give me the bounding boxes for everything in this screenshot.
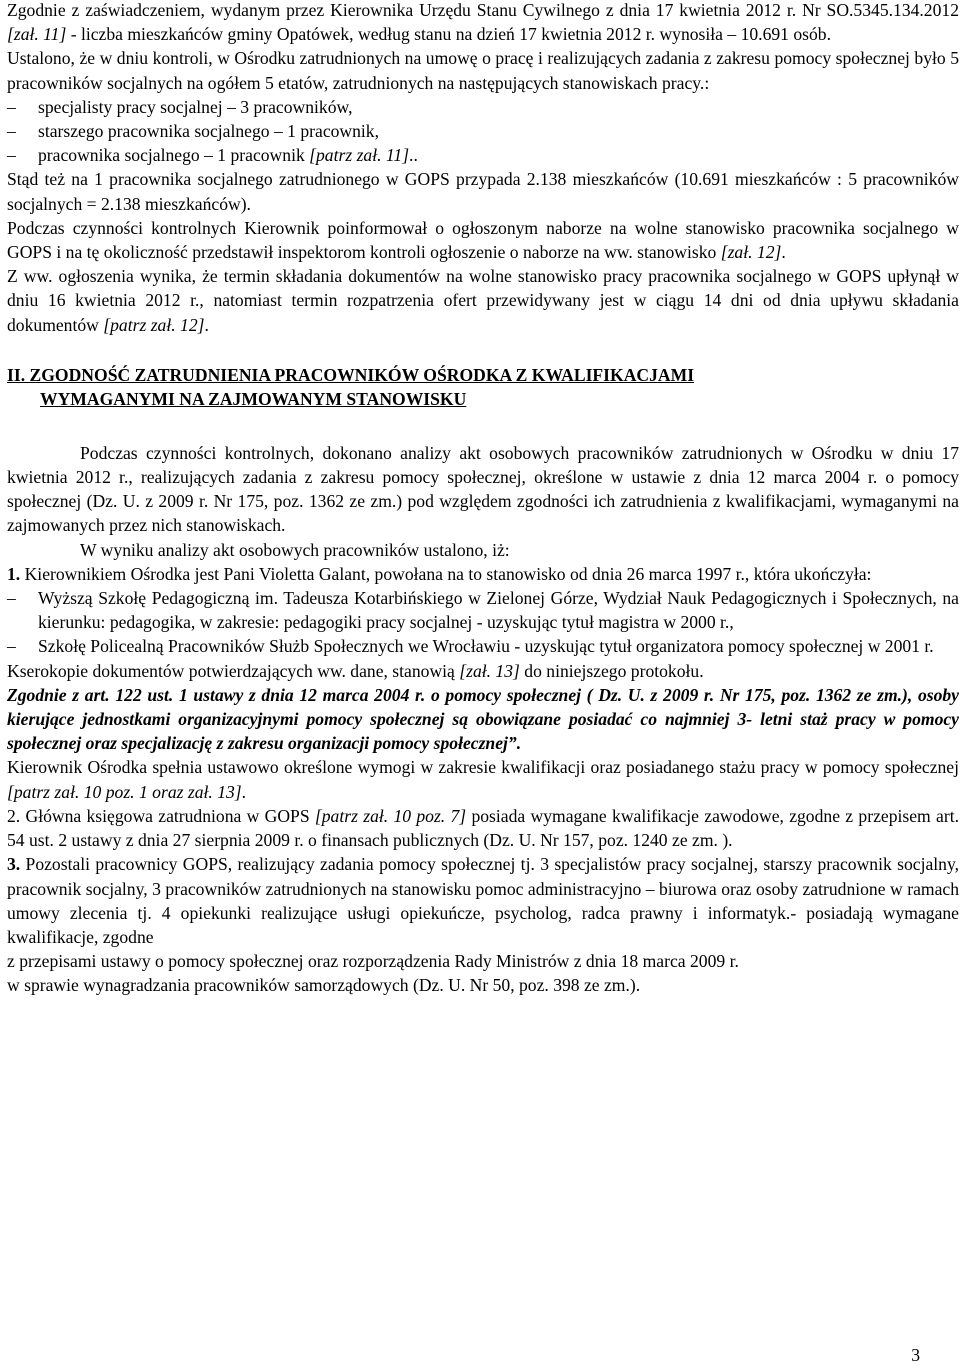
- item-3-line2: z przepisami ustawy o pomocy społecznej oraz rozporządzenia Rady Ministrów z dnia 18 marca 2009 r.: [7, 951, 739, 972]
- manager-paragraph: [7, 755, 959, 803]
- attachment-reference: [patrz zał. 10 poz. 1 oraz zał. 13]: [7, 781, 242, 802]
- page-number: 3: [911, 1344, 920, 1365]
- intro-text: Zgodnie z zaświadczeniem, wydanym przez Kierownika Urzędu Stanu Cywilnego z dnia 17 kwietnia 2012 r. Nr SO.5345.134.2012: [7, 0, 959, 20]
- copies-text-cont: do niniejszego protokołu.: [519, 660, 704, 681]
- section-heading-line1: II. ZGODNOŚĆ ZATRUDNIENIA PRACOWNIKÓW OŚRODKA Z KWALIFIKACJAMI: [7, 364, 695, 385]
- findings-paragraph: Ustalono, że w dniu kontroli, w Ośrodku zatrudnionych na umowę o pracę i realizujących zadania z zakresu pomocy społecznej było 5 pracowników socjalnych na ogółem 5 etatów, zatrudnionych na następujących stanowiskach pracy.:: [7, 48, 959, 93]
- attachment-reference: [patrz zał. 11]: [309, 145, 410, 166]
- recruitment-paragraph: [7, 216, 959, 264]
- spacer: [7, 411, 959, 441]
- list-item-text-cont: ..: [409, 145, 418, 166]
- item-text: Kierownikiem Ośrodka jest Pani Violetta Galant, powołana na to stanowisko od dnia 26 marca 1997 r., która ukończyła:: [20, 563, 872, 584]
- item-number: 1.: [7, 563, 21, 584]
- item-2-paragraph: [7, 804, 959, 852]
- education-list: [7, 586, 959, 659]
- item-text-cont: posiada wymagane kwalifikacje zawodowe, zgodne z przepisem art. 54 ust. 2 ustawy z dnia 27 sierpnia 2009 r. o finansach publicznych (Dz. U. Nr 157, poz. 1240 ze zm. ).: [7, 805, 959, 851]
- item-1-paragraph: [7, 562, 959, 586]
- positions-list: [7, 95, 959, 168]
- intro-text-cont: - liczba mieszkańców gminy Opatówek, według stanu na dzień 17 kwietnia 2012 r. wynosiła – 10.691 osób.: [66, 24, 831, 45]
- manager-text: Kierownik Ośrodka spełnia ustawowo określone wymogi w zakresie kwalifikacji oraz posiadanego stażu pracy w pomocy społecznej: [7, 757, 959, 778]
- list-item: – specjalisty pracy socjalnej – 3 pracowników,: [7, 95, 959, 119]
- attachment-reference: [patrz zał. 10 poz. 7]: [314, 805, 467, 826]
- attachment-reference: [zał. 11]: [7, 24, 67, 45]
- legal-citation: Zgodnie z art. 122 ust. 1 ustawy z dnia 12 marca 2004 r. o pomocy społecznej ( Dz. U. z 2009 r. Nr 175, poz. 1362 ze zm.), osoby kierujące jednostkami organizacyjnymi pomocy społecznej są obowiązane posiadać co najmniej 3- letni staż pracy w pomocy społecznej oraz specjalizację z zakresu organizacji pomocy społecznej”.: [7, 684, 959, 754]
- item-3-paragraph: [7, 852, 959, 949]
- item-3-line3: w sprawie wynagradzania pracowników samorządowych (Dz. U. Nr 50, poz. 398 ze zm.).: [7, 975, 641, 996]
- copies-paragraph: [7, 659, 959, 683]
- recruitment-text: Podczas czynności kontrolnych Kierownik poinformował o ogłoszonym naborze na wolne stanowisko pracownika socjalnego w GOPS i na tę okoliczność przedstawił inspektorom kontroli ogłoszenie o naborze na ww. stanowisko: [7, 217, 959, 263]
- intro-paragraph: [7, 0, 959, 46]
- item-text: Pozostali pracownicy GOPS, realizujący zadania pomocy społecznej tj. 3 specjalistów pracy socjalnej, starszy pracownik socjalny, pracownik socjalny, 3 pracowników zatrudnionych na stanowisku pomoc administracyjno – biurowa oraz osoby zatrudnione w ramach umowy zlecenia tj. 4 opiekunki realizujące usługi opiekuńcze, psycholog, radca prawny i informatyk.- posiadają wymagane kwalifikacje, zgodne: [7, 854, 959, 947]
- copies-text: Kserokopie dokumentów potwierdzających ww. dane, stanowią: [7, 660, 460, 681]
- item-text: 2. Główna księgowa zatrudniona w GOPS: [7, 805, 315, 826]
- recruitment-text-cont: .: [781, 242, 786, 263]
- section-heading: [7, 363, 959, 411]
- result-intro: W wyniku analizy akt osobowych pracowników ustalono, iż:: [80, 539, 510, 560]
- announcement-text: Z ww. ogłoszenia wynika, że termin składania dokumentów na wolne stanowisko pracy pracownika socjalnego w GOPS upłynął w dniu 16 kwietnia 2012 r., natomiast termin rozpatrzenia ofert przewidywany jest w ciągu 14 dni od dnia upływu składania dokumentów: [7, 266, 959, 335]
- section-heading-line2: WYMAGANYMI NA ZAJMOWANYM STANOWISKU: [40, 388, 467, 409]
- list-item: – starszego pracownika socjalnego – 1 pracownik,: [7, 119, 959, 143]
- document-page: [7, 0, 959, 998]
- list-item: – Wyższą Szkołę Pedagogiczną im. Tadeusza Kotarbińskiego w Zielonej Górze, Wydział Nauk Pedagogicznych i Społecznych, na kierunku: pedagogika, w zakresie: pedagogiki pracy socjalnej - uzyskując tytuł magistra w 2000 r.,: [7, 586, 959, 634]
- attachment-reference: [zał. 12]: [720, 242, 782, 263]
- manager-text-cont: .: [241, 781, 247, 802]
- list-item-text: pracownika socjalnego – 1 pracownik: [38, 145, 310, 166]
- item-number: 3.: [7, 854, 21, 875]
- attachment-reference: [zał. 13]: [459, 660, 520, 681]
- attachment-reference: [patrz zał. 12]: [103, 314, 205, 335]
- ratio-paragraph: Stąd też na 1 pracownika socjalnego zatrudnionego w GOPS przypada 2.138 mieszkańców (10.691 mieszkańców : 5 pracowników socjalnych = 2.138 mieszkańców).: [7, 169, 959, 214]
- list-item: [7, 143, 959, 167]
- analysis-paragraph: Podczas czynności kontrolnych, dokonano analizy akt osobowych pracowników zatrudnionych w Ośrodku w dniu 17 kwietnia 2012 r., realizujących zadania z zakresu pomocy społecznej, określone w ustawie z dnia 12 marca 2004 r. o pomocy społecznej (Dz. U. z 2009 r. Nr 175, poz. 1362 ze zm.) pod względem zgodności ich zatrudnienia z kwalifikacjami, wymaganymi na zajmowanych przez nich stanowiskach.: [7, 442, 959, 536]
- announcement-paragraph: [7, 264, 959, 337]
- announcement-text-cont: .: [204, 314, 209, 335]
- list-item: – Szkołę Policealną Pracowników Służb Społecznych we Wrocławiu - uzyskując tytuł organizatora pomocy społecznej w 2001 r.: [7, 634, 959, 658]
